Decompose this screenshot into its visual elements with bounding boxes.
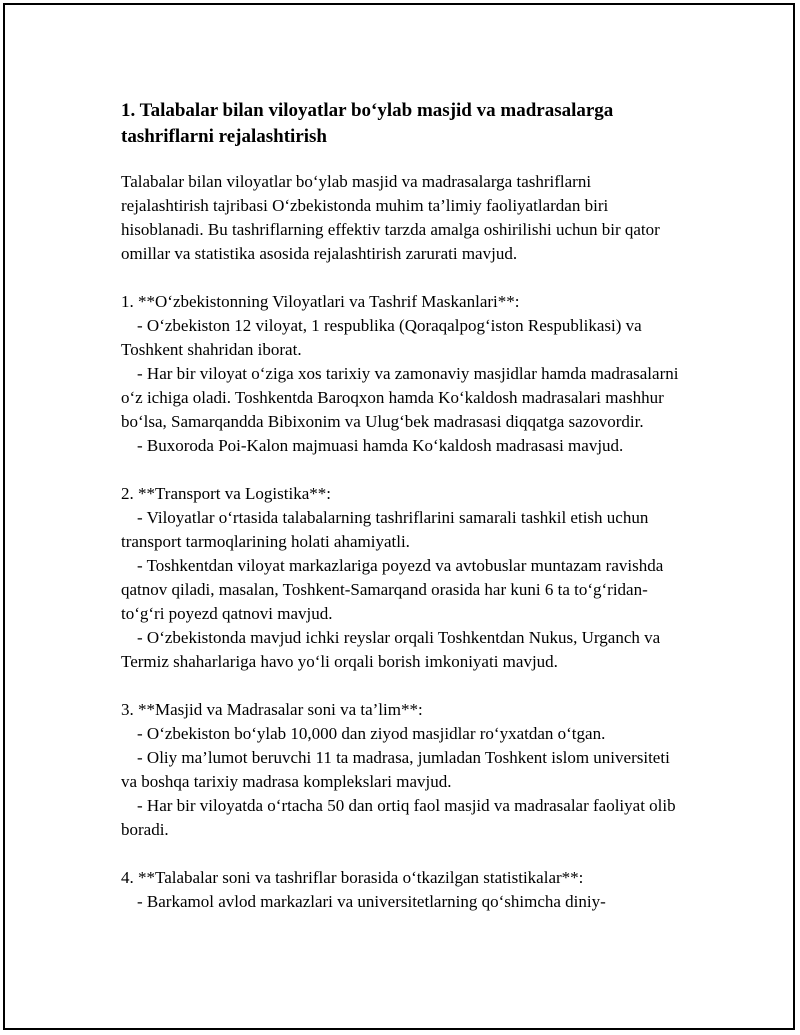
section-heading: 1. **O‘zbekistonning Viloyatlari va Tashrif Maskanlari**: [121,292,520,311]
list-item: - Barkamol avlod markazlari va universitetlarning qo‘shimcha diniy- [137,892,606,911]
list-item: - Viloyatlar o‘rtasida talabalarning tashriflarini samarali tashkil etish uchun transport tarmoqlarining holati ahamiyatli. [121,508,649,551]
document-content [121,98,681,914]
section-transport [121,482,681,674]
section-statistika [121,866,681,914]
document-title: 1. Talabalar bilan viloyatlar bo‘ylab masjid va madrasalarga tashriflarni rejalashtirish [121,100,614,147]
list-item: - O‘zbekiston 12 viloyat, 1 respublika (Qoraqalpog‘iston Respublikasi) va Toshkent shahridan iborat. [121,316,642,359]
list-item: - Har bir viloyat o‘ziga xos tarixiy va zamonaviy masjidlar hamda madrasalarni o‘z ichiga oladi. Toshkentda Baroqxon hamda Ko‘kaldosh madrasalari mashhur bo‘lsa, Samarqandda Bibixonim va Ulug‘bek madrasasi diqqatga sazovordir. [121,364,679,431]
section-viloyatlar [121,290,681,458]
list-item: - O‘zbekistonda mavjud ichki reyslar orqali Toshkentdan Nukus, Urganch va Termiz shaharlariga havo yo‘li orqali borish imkoniyati mavjud. [121,628,661,671]
list-item: - Oliy ma’lumot beruvchi 11 ta madrasa, jumladan Toshkent islom universiteti va boshqa tarixiy madrasa komplekslari mavjud. [121,748,670,791]
section-heading: 2. **Transport va Logistika**: [121,484,331,503]
document-page [3,3,795,1030]
section-heading: 3. **Masjid va Madrasalar soni va ta’lim**: [121,700,423,719]
list-item: - Buxoroda Poi-Kalon majmuasi hamda Ko‘kaldosh madrasasi mavjud. [137,436,624,455]
list-item: - Toshkentdan viloyat markazlariga poyezd va avtobuslar muntazam ravishda qatnov qiladi, masalan, Toshkent-Samarqand orasida har kuni 6 ta to‘g‘ridan-to‘g‘ri poyezd qatnovi mavjud. [121,556,664,623]
intro-paragraph: Talabalar bilan viloyatlar bo‘ylab masjid va madrasalarga tashriflarni rejalashtirish tajribasi O‘zbekistonda muhim ta’limiy faoliyatlardan biri hisoblanadi. Bu tashriflarning effektiv tarzda amalga oshirilishi uchun bir qator omillar va statistika asosida rejalashtirish zarurati mavjud. [121,172,660,263]
section-heading: 4. **Talabalar soni va tashriflar borasida o‘tkazilgan statistikalar**: [121,868,584,887]
list-item: - Har bir viloyatda o‘rtacha 50 dan ortiq faol masjid va madrasalar faoliyat olib boradi. [121,796,676,839]
list-item: - O‘zbekiston bo‘ylab 10,000 dan ziyod masjidlar ro‘yxatdan o‘tgan. [137,724,606,743]
section-masjidlar [121,698,681,842]
